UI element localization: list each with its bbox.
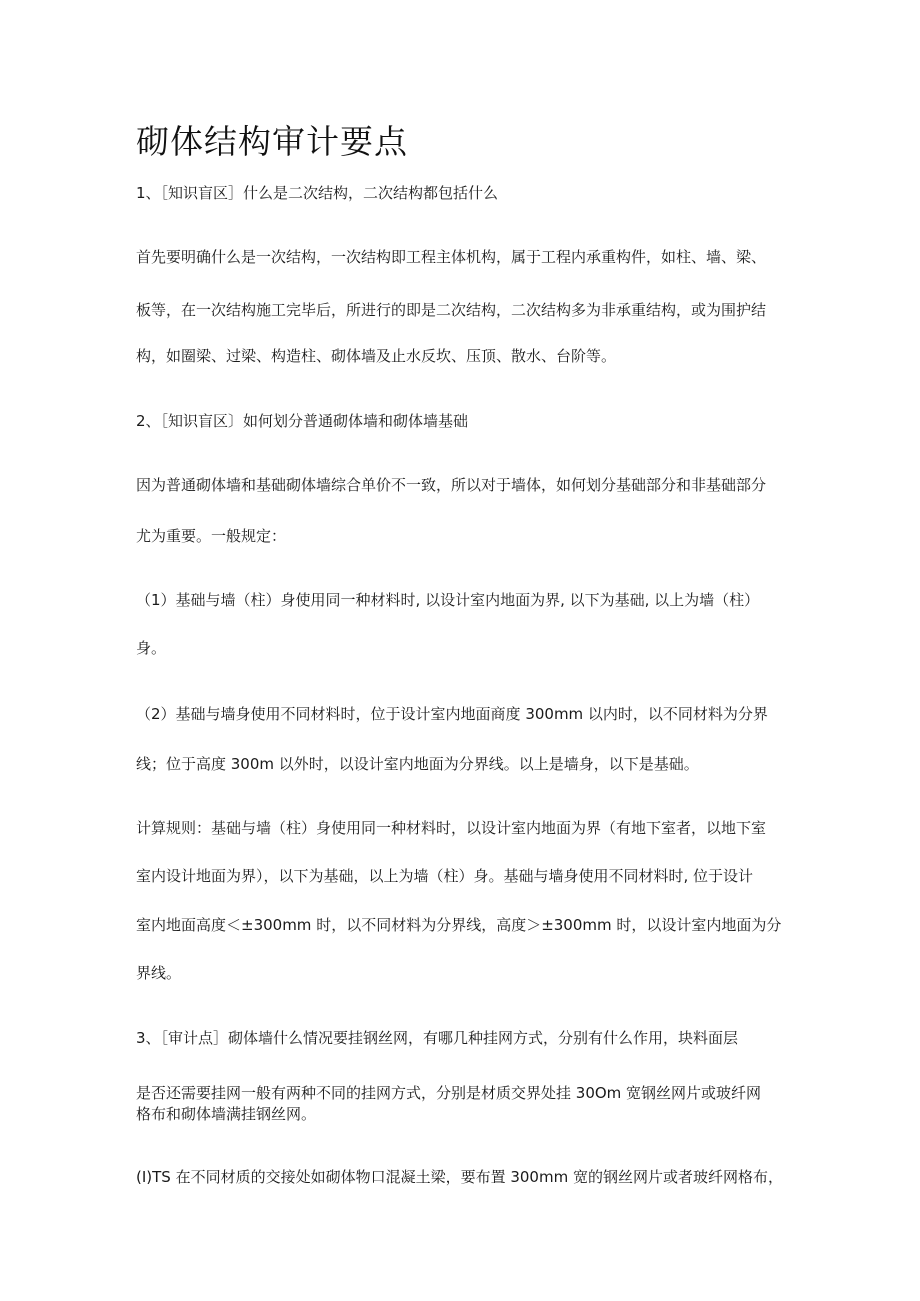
- paragraph-line: 尤为重要。一般规定：: [136, 527, 287, 545]
- paragraph-line: 格布和砌体墙满挂钢丝网。: [136, 1105, 317, 1123]
- paragraph-line: 构，如圈梁、过梁、构造柱、砌体墙及止水反坎、压顶、散水、台阶等。: [136, 347, 617, 365]
- section-2-heading: 2、［知识盲区〕如何划分普通砌体墙和砌体墙基础: [136, 412, 469, 430]
- paragraph-line: 计算规则：基础与墙（柱）身使用同一种材料时，以设计室内地面为界（有地下室者，以地下室: [136, 819, 767, 837]
- paragraph-line: 室内设计地面为界），以下为基础，以上为墙（柱）身。基础与墙身使用不同材料时, 位于设计: [136, 867, 754, 885]
- paragraph-line: 室内地面高度＜±300mm 时，以不同材料为分界线，高度＞±300mm 时，以设计室内地面为分: [136, 916, 782, 934]
- paragraph-line: 板等，在一次结构施工完毕后，所进行的即是二次结构，二次结构多为非承重结构，或为围护结: [136, 301, 767, 319]
- section-3-heading: 3、［审计点］砌体墙什么情况要挂钢丝网，有哪几种挂网方式，分别有什么作用，块料面层: [136, 1029, 739, 1047]
- paragraph-line: 界线。: [136, 964, 182, 982]
- paragraph-line: （1）基础与墙（柱）身使用同一种材料时, 以设计室内地面为界, 以下为基础, 以上为墙（柱）: [136, 591, 760, 609]
- paragraph-line: （2）基础与墙身使用不同材料时，位于设计室内地面商度 300mm 以内时，以不同材料为分界: [136, 705, 768, 723]
- paragraph-line: 首先要明确什么是一次结构，一次结构即工程主体机构，属于工程内承重构件，如柱、墙、梁、: [136, 248, 767, 266]
- paragraph-line: 是否还需要挂网一般有两种不同的挂网方式，分别是材质交界处挂 30Om 宽钢丝网片或玻纤网: [136, 1084, 762, 1102]
- paragraph-line: (I)TS 在不同材质的交接处如砌体物口混凝土梁，要布置 300mm 宽的钢丝网片或者玻纤网格布，: [136, 1168, 783, 1186]
- paragraph-line: 因为普通砌体墙和基础砌体墙综合单价不一致，所以对于墙体，如何划分基础部分和非基础部分: [136, 476, 767, 494]
- paragraph-line: 线；位于高度 300m 以外时，以设计室内地面为分界线。以上是墙身，以下是基础。: [136, 755, 699, 773]
- section-1-heading: 1、［知识盲区］什么是二次结构，二次结构都包括什么: [136, 184, 499, 202]
- document-title: 砌体结构审计要点: [136, 122, 408, 161]
- paragraph-line: 身。: [136, 639, 167, 657]
